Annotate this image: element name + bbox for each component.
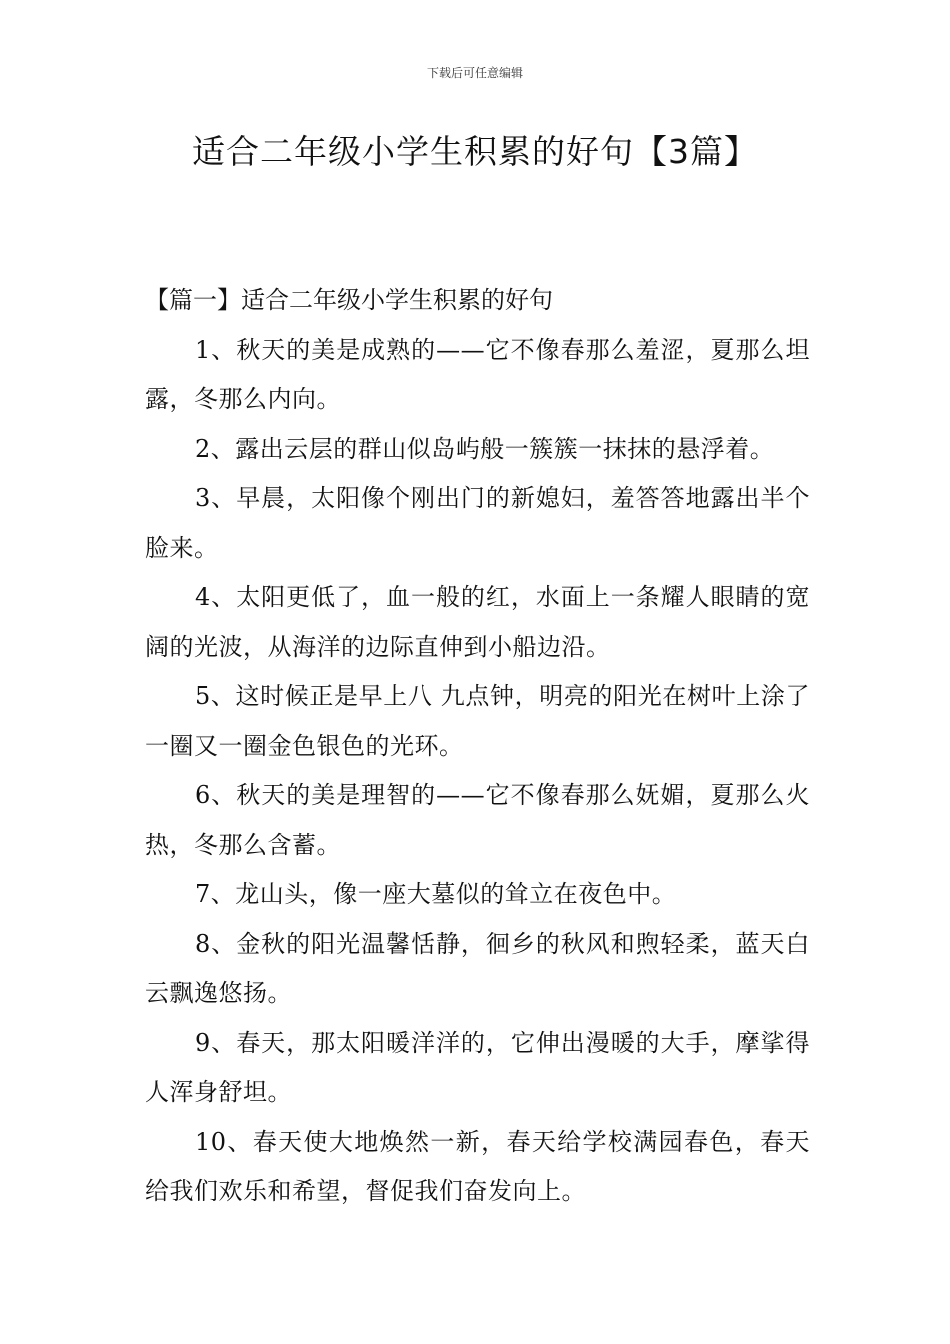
list-item: 8、金秋的阳光温馨恬静，徊乡的秋风和煦轻柔，蓝天白云飘逸悠扬。 [145, 929, 810, 1007]
list-item: 1、秋天的美是成熟的——它不像春那么羞涩，夏那么坦露，冬那么内向。 [145, 335, 810, 413]
list-item: 2、露出云层的群山似岛屿般一簇簇一抹抹的悬浮着。 [195, 434, 775, 463]
list-item: 10、春天使大地焕然一新，春天给学校满园春色，春天给我们欢乐和希望，督促我们奋发向上。 [145, 1127, 810, 1205]
header-note: 下载后可任意编辑 [426, 66, 523, 80]
section-heading: 【篇一】适合二年级小学生积累的好句 [145, 286, 553, 314]
document-title: 适合二年级小学生积累的好句【3篇】 [192, 132, 758, 171]
list-item: 5、这时候正是早上八 九点钟，明亮的阳光在树叶上涂了一圈又一圈金色银色的光环。 [145, 682, 810, 760]
list-item: 6、秋天的美是理智的——它不像春那么妩媚，夏那么火热，冬那么含蓄。 [145, 781, 810, 859]
list-item: 9、春天，那太阳暖洋洋的，它伸出漫暖的大手，摩挲得人浑身舒坦。 [145, 1028, 810, 1106]
list-item: 7、龙山头，像一座大墓似的耸立在夜色中。 [195, 880, 677, 908]
document-body [145, 276, 810, 1217]
list-item: 4、太阳更低了，血一般的红，水面上一条耀人眼睛的宽阔的光波，从海洋的边际直伸到小船边沿。 [145, 583, 810, 661]
list-item: 3、早晨，太阳像个刚出门的新媳妇，羞答答地露出半个脸来。 [145, 484, 810, 562]
